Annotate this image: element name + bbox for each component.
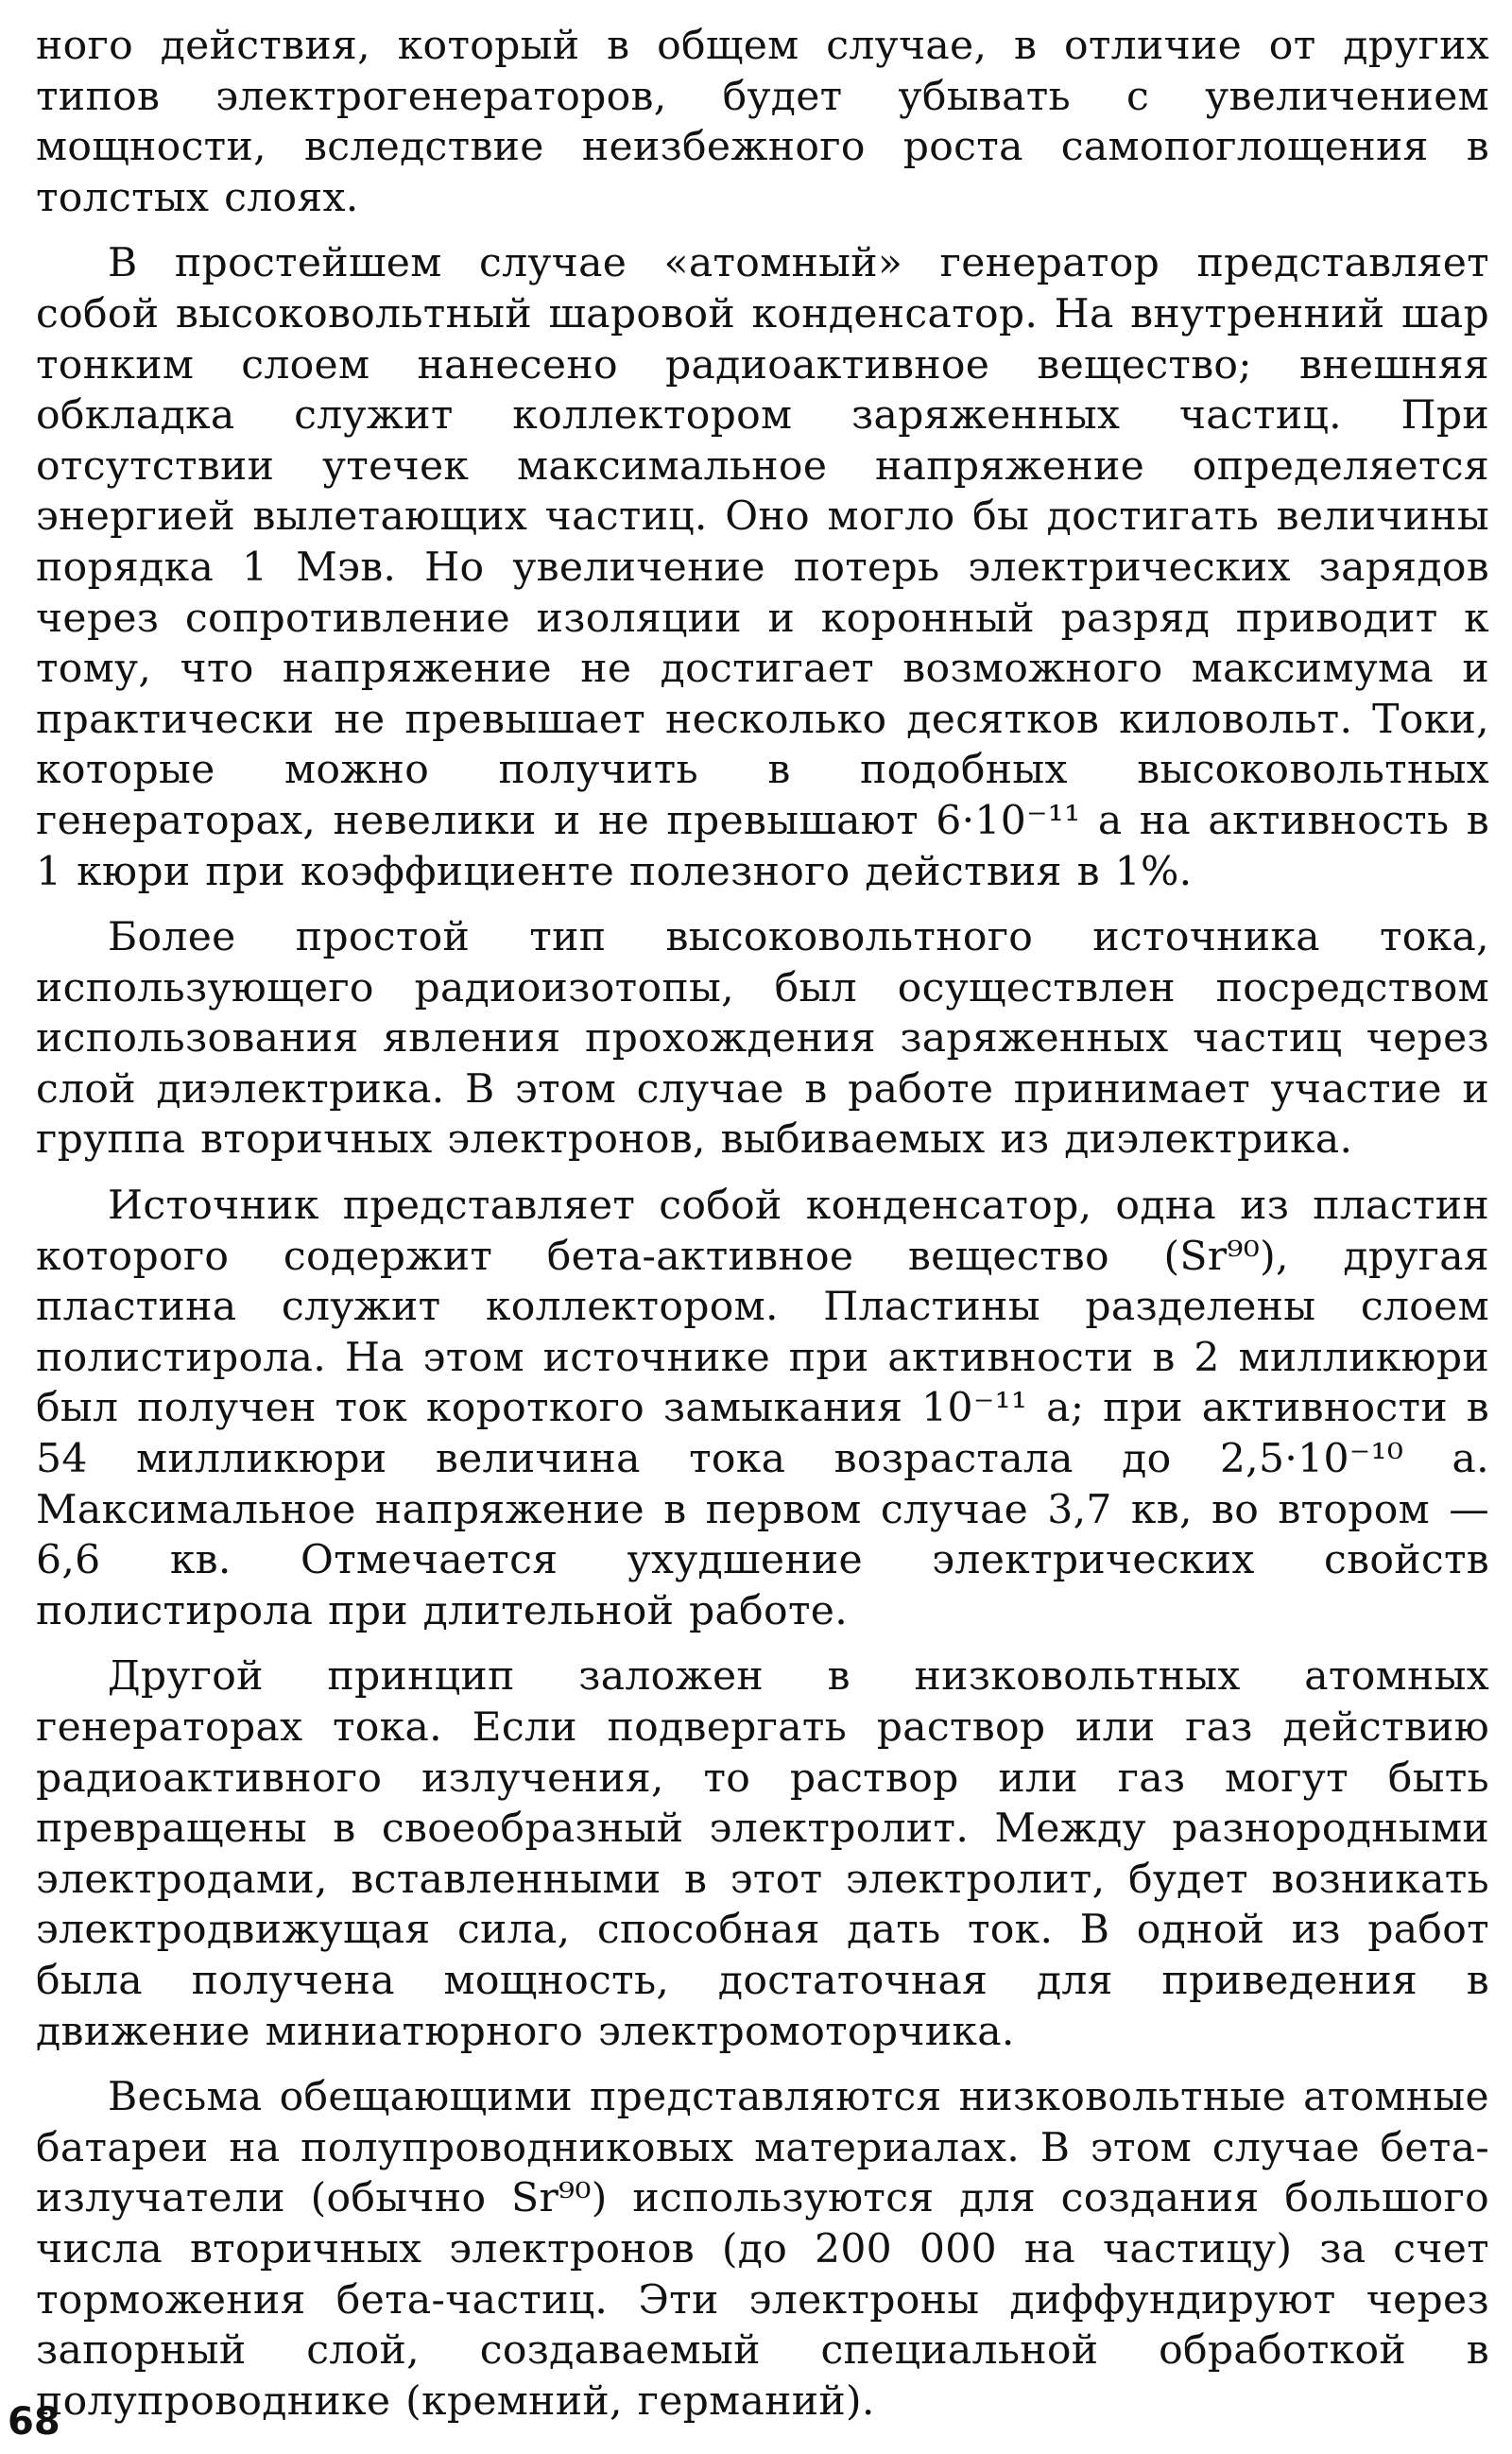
page-number: 68 <box>8 2400 60 2444</box>
paragraph-capacitor-source: Источник представляет собой конденсатор, одна из пластин которого содержит бета-активное вещество (Sr⁹⁰), другая пластина служит коллектором. Пластины разделены слоем полистирола. На этом источнике при активности в 2 милликюри был получен ток короткого замыкания 10⁻¹¹ а; при активности в 54 милликюри величина тока возрастала до 2,5·10⁻¹⁰ а. Максимальное напряжение в первом случае 3,7 кв, во втором — 6,6 кв. Отмечается ухудшение электрических свойств полистирола при длительной работе. <box>36 1183 1489 1634</box>
paragraph-semiconductor-batteries: Весьма обещающими представляются низковольтные атомные батареи на полупроводниковых материалах. В этом случае бета-излучатели (обычно Sr⁹⁰) используются для создания большого числа вторичных электронов (до 200 000 на частицу) за счет торможения бета-частиц. Эти электроны диффундируют через запорный слой, создаваемый специальной обработкой в полупроводнике (кремний, германий). <box>36 2074 1489 2425</box>
paragraph-low-voltage-generators: Другой принцип заложен в низковольтных атомных генераторах тока. Если подвергать раствор или газ действию радиоактивного излучения, то раствор или газ могут быть превращены в своеобразный электролит. Между разнородными электродами, вставленными в этот электролит, будет возникать электродвижущая сила, способная дать ток. В одной из работ была получена мощность, достаточная для приведения в движение миниатюрного электромоторчика. <box>36 1653 1489 2055</box>
paragraph-atomic-generator: В простейшем случае «атомный» генератор представляет собой высоковольтный шаровой конденсатор. На внутренний шар тонким слоем нанесено радиоактивное вещество; внешняя обкладка служит коллектором заряженных частиц. При отсутствии утечек максимальное напряжение определяется энергией вылетающих частиц. Оно могло бы достигать величины порядка 1 Мэв. Но увеличение потерь электрических зарядов через сопротивление изоляции и коронный разряд приводит к тому, что напряжение не достигает возможного максимума и практически не превышает несколько десятков киловольт. Токи, которые можно получить в подобных высоковольтных генераторах, невелики и не превышают 6·10⁻¹¹ а на активность в 1 кюри при коэффициенте полезного действия в 1%. <box>36 240 1489 895</box>
paragraph-high-voltage-source: Более простой тип высоковольтного источника тока, использующего радиоизотопы, был осуществлен посредством использования явления прохождения заряженных частиц через слой диэлектрика. В этом случае в работе принимает участие и группа вторичных электронов, выбиваемых из диэлектрика. <box>36 914 1489 1164</box>
paragraph-continuation: ного действия, который в общем случае, в отличие от других типов электрогенераторов, будет убывать с увеличением мощности, вследствие неизбежного роста самопоглощения в толстых слоях. <box>36 23 1489 221</box>
page-body <box>36 21 1489 2442</box>
